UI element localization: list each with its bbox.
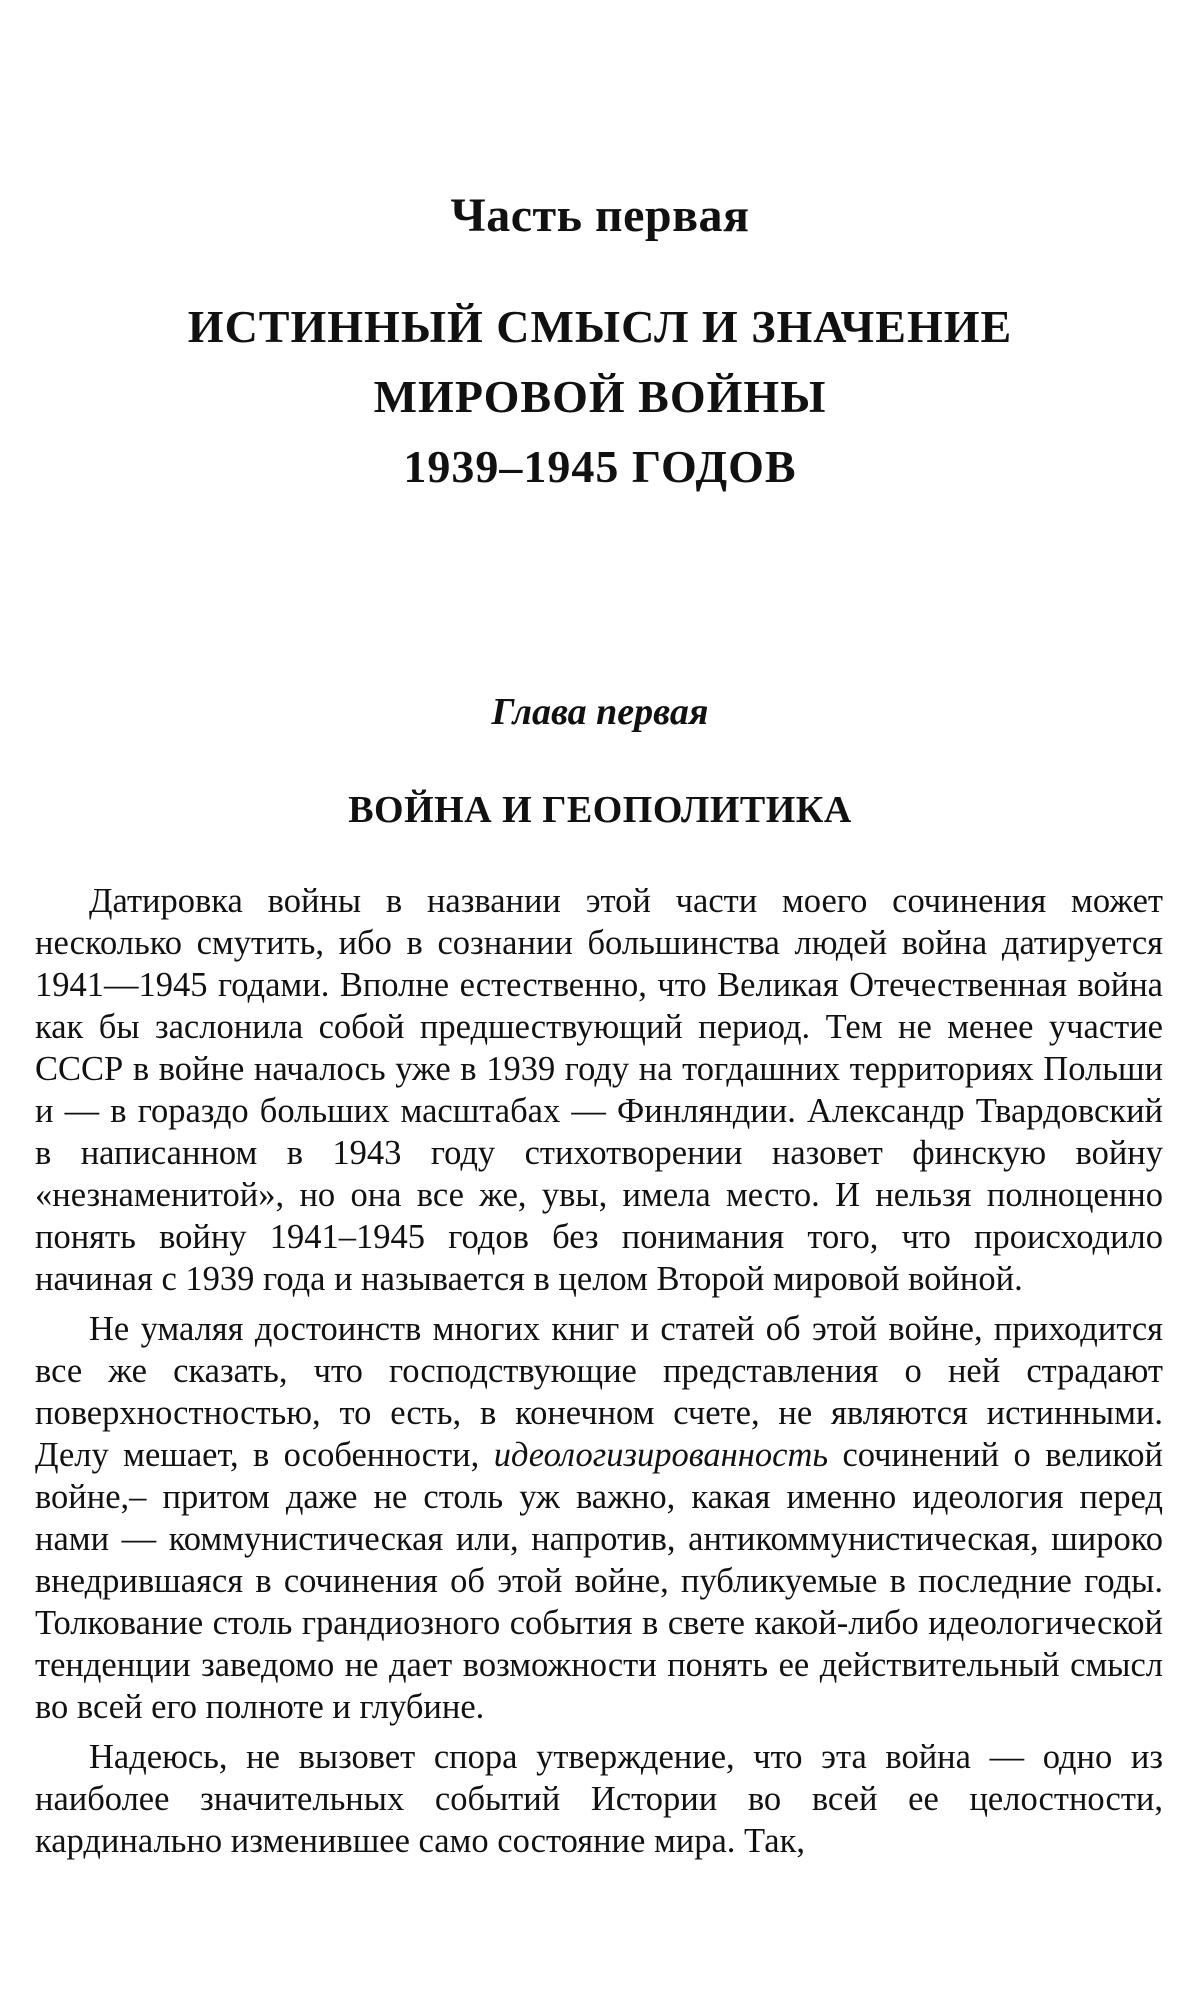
paragraph [35, 1308, 1163, 1728]
part-title-line: 1939–1945 ГОДОВ [403, 441, 797, 492]
paragraph: Надеюсь, не вызовет спора утверждение, что эта война — одно из наиболее значительных событий Истории во всей ее целостности, кардинально изменившее само состояние мира. Так, [35, 1738, 1163, 1860]
emphasized-term: идеологизированность [493, 1436, 829, 1474]
paragraph-text: сочинений о великой войне,– притом даже не столь уж важно, какая именно идеология перед нами — коммунистическая или, напротив, антикоммунистическая, широко внедрившаяся в сочинения об этой войне, публикуемые в последние годы. Толкование столь грандиозного события в свете какой-либо идеологической тенденции заведомо не дает возможности понять ее действительный смысл во всей его полноте и глубине. [35, 1436, 1164, 1726]
part-title-line: ИСТИННЫЙ СМЫСЛ И ЗНАЧЕНИЕ [187, 301, 1013, 352]
part-label: Часть первая [450, 189, 750, 242]
chapter-title: ВОЙНА И ГЕОПОЛИТИКА [348, 789, 852, 831]
paragraph: Датировка войны в названии этой части моего сочинения может несколько смутить, ибо в сознании большинства людей война датируется 1941—1945 годами. Вполне естественно, что Великая Отечественная война как бы заслонила собой предшествующий период. Тем не менее участие СССР в войне началось уже в 1939 году на тогдашних территориях Польши и — в гораздо больших масштабах — Финляндии. Александр Твардовский в написанном в 1943 году стихотворении назовет финскую войну «незнаменитой», но она все же, увы, имела место. И нельзя полноценно понять войну 1941–1945 годов без понимания того, что происходило начиная с 1939 года и называется в целом Второй мировой войной. [35, 882, 1163, 1298]
chapter-label: Глава первая [491, 691, 709, 733]
paragraph-text: Не умаляя достоинств многих книг и статей об этой войне, приходится все же сказать, что господствующие представления о ней страдают поверхностностью, то есть, в конечном счете, не являются истинными. Делу мешает, в особенности, [35, 1310, 1163, 1474]
part-title-line: МИРОВОЙ ВОЙНЫ [373, 371, 827, 422]
part-title [0, 292, 1200, 502]
body-text [35, 880, 1163, 1862]
